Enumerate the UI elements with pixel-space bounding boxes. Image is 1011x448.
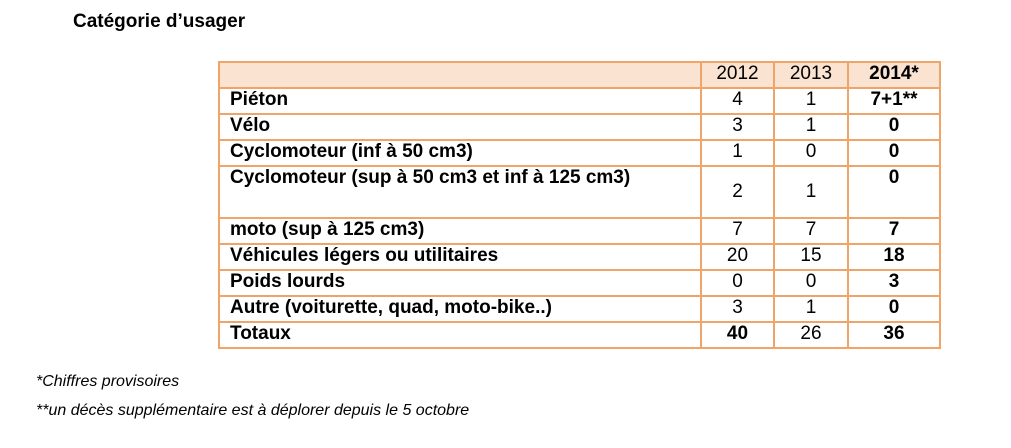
header-cell-empty [219, 62, 701, 88]
header-cell-2013: 2013 [774, 62, 848, 88]
footnote-provisional: *Chiffres provisoires [36, 373, 180, 390]
table-header-row [219, 62, 940, 88]
cell-2013: 1 [774, 296, 848, 322]
table-row [219, 140, 940, 166]
row-label: Autre (voiturette, quad, moto-bike..) [219, 296, 701, 322]
row-label: Vélo [219, 114, 701, 140]
cell-2013: 0 [774, 270, 848, 296]
row-label: Piéton [219, 88, 701, 114]
cell-2012: 20 [701, 244, 774, 270]
cell-2014: 7 [848, 218, 940, 244]
cell-2012: 4 [701, 88, 774, 114]
cell-2014: 3 [848, 270, 940, 296]
cell-2013: 1 [774, 88, 848, 114]
cell-2014: 7+1** [848, 88, 940, 114]
row-label: Cyclomoteur (sup à 50 cm3 et inf à 125 cm3) [219, 166, 701, 218]
cell-2013: 1 [774, 166, 848, 218]
cell-2013: 7 [774, 218, 848, 244]
cell-2012: 3 [701, 114, 774, 140]
total-2014: 36 [848, 322, 940, 348]
table-row [219, 88, 940, 114]
cell-2014: 0 [848, 114, 940, 140]
cell-2013: 0 [774, 140, 848, 166]
footnote-extra-death: **un décès supplémentaire est à déplorer depuis le 5 octobre [36, 402, 470, 419]
cell-2012: 2 [701, 166, 774, 218]
total-2012: 40 [701, 322, 774, 348]
cell-2013: 15 [774, 244, 848, 270]
row-label: Cyclomoteur (inf à 50 cm3) [219, 140, 701, 166]
cell-2012: 1 [701, 140, 774, 166]
totals-label: Totaux [219, 322, 701, 348]
row-label: Véhicules légers ou utilitaires [219, 244, 701, 270]
usager-table [218, 61, 941, 349]
cell-2013: 1 [774, 114, 848, 140]
row-label: moto (sup à 125 cm3) [219, 218, 701, 244]
header-cell-2014: 2014* [848, 62, 940, 88]
cell-2014: 18 [848, 244, 940, 270]
table-row [219, 218, 940, 244]
cell-2014: 0 [848, 166, 940, 218]
table-row [219, 270, 940, 296]
cell-2014: 0 [848, 296, 940, 322]
total-2013: 26 [774, 322, 848, 348]
table-row [219, 244, 940, 270]
cell-2012: 7 [701, 218, 774, 244]
table-row [219, 114, 940, 140]
header-cell-2012: 2012 [701, 62, 774, 88]
row-label: Poids lourds [219, 270, 701, 296]
section-heading: Catégorie d’usager [73, 11, 246, 32]
table-row [219, 296, 940, 322]
cell-2014: 0 [848, 140, 940, 166]
table-row [219, 166, 940, 218]
totals-row [219, 322, 940, 348]
cell-2012: 0 [701, 270, 774, 296]
cell-2012: 3 [701, 296, 774, 322]
